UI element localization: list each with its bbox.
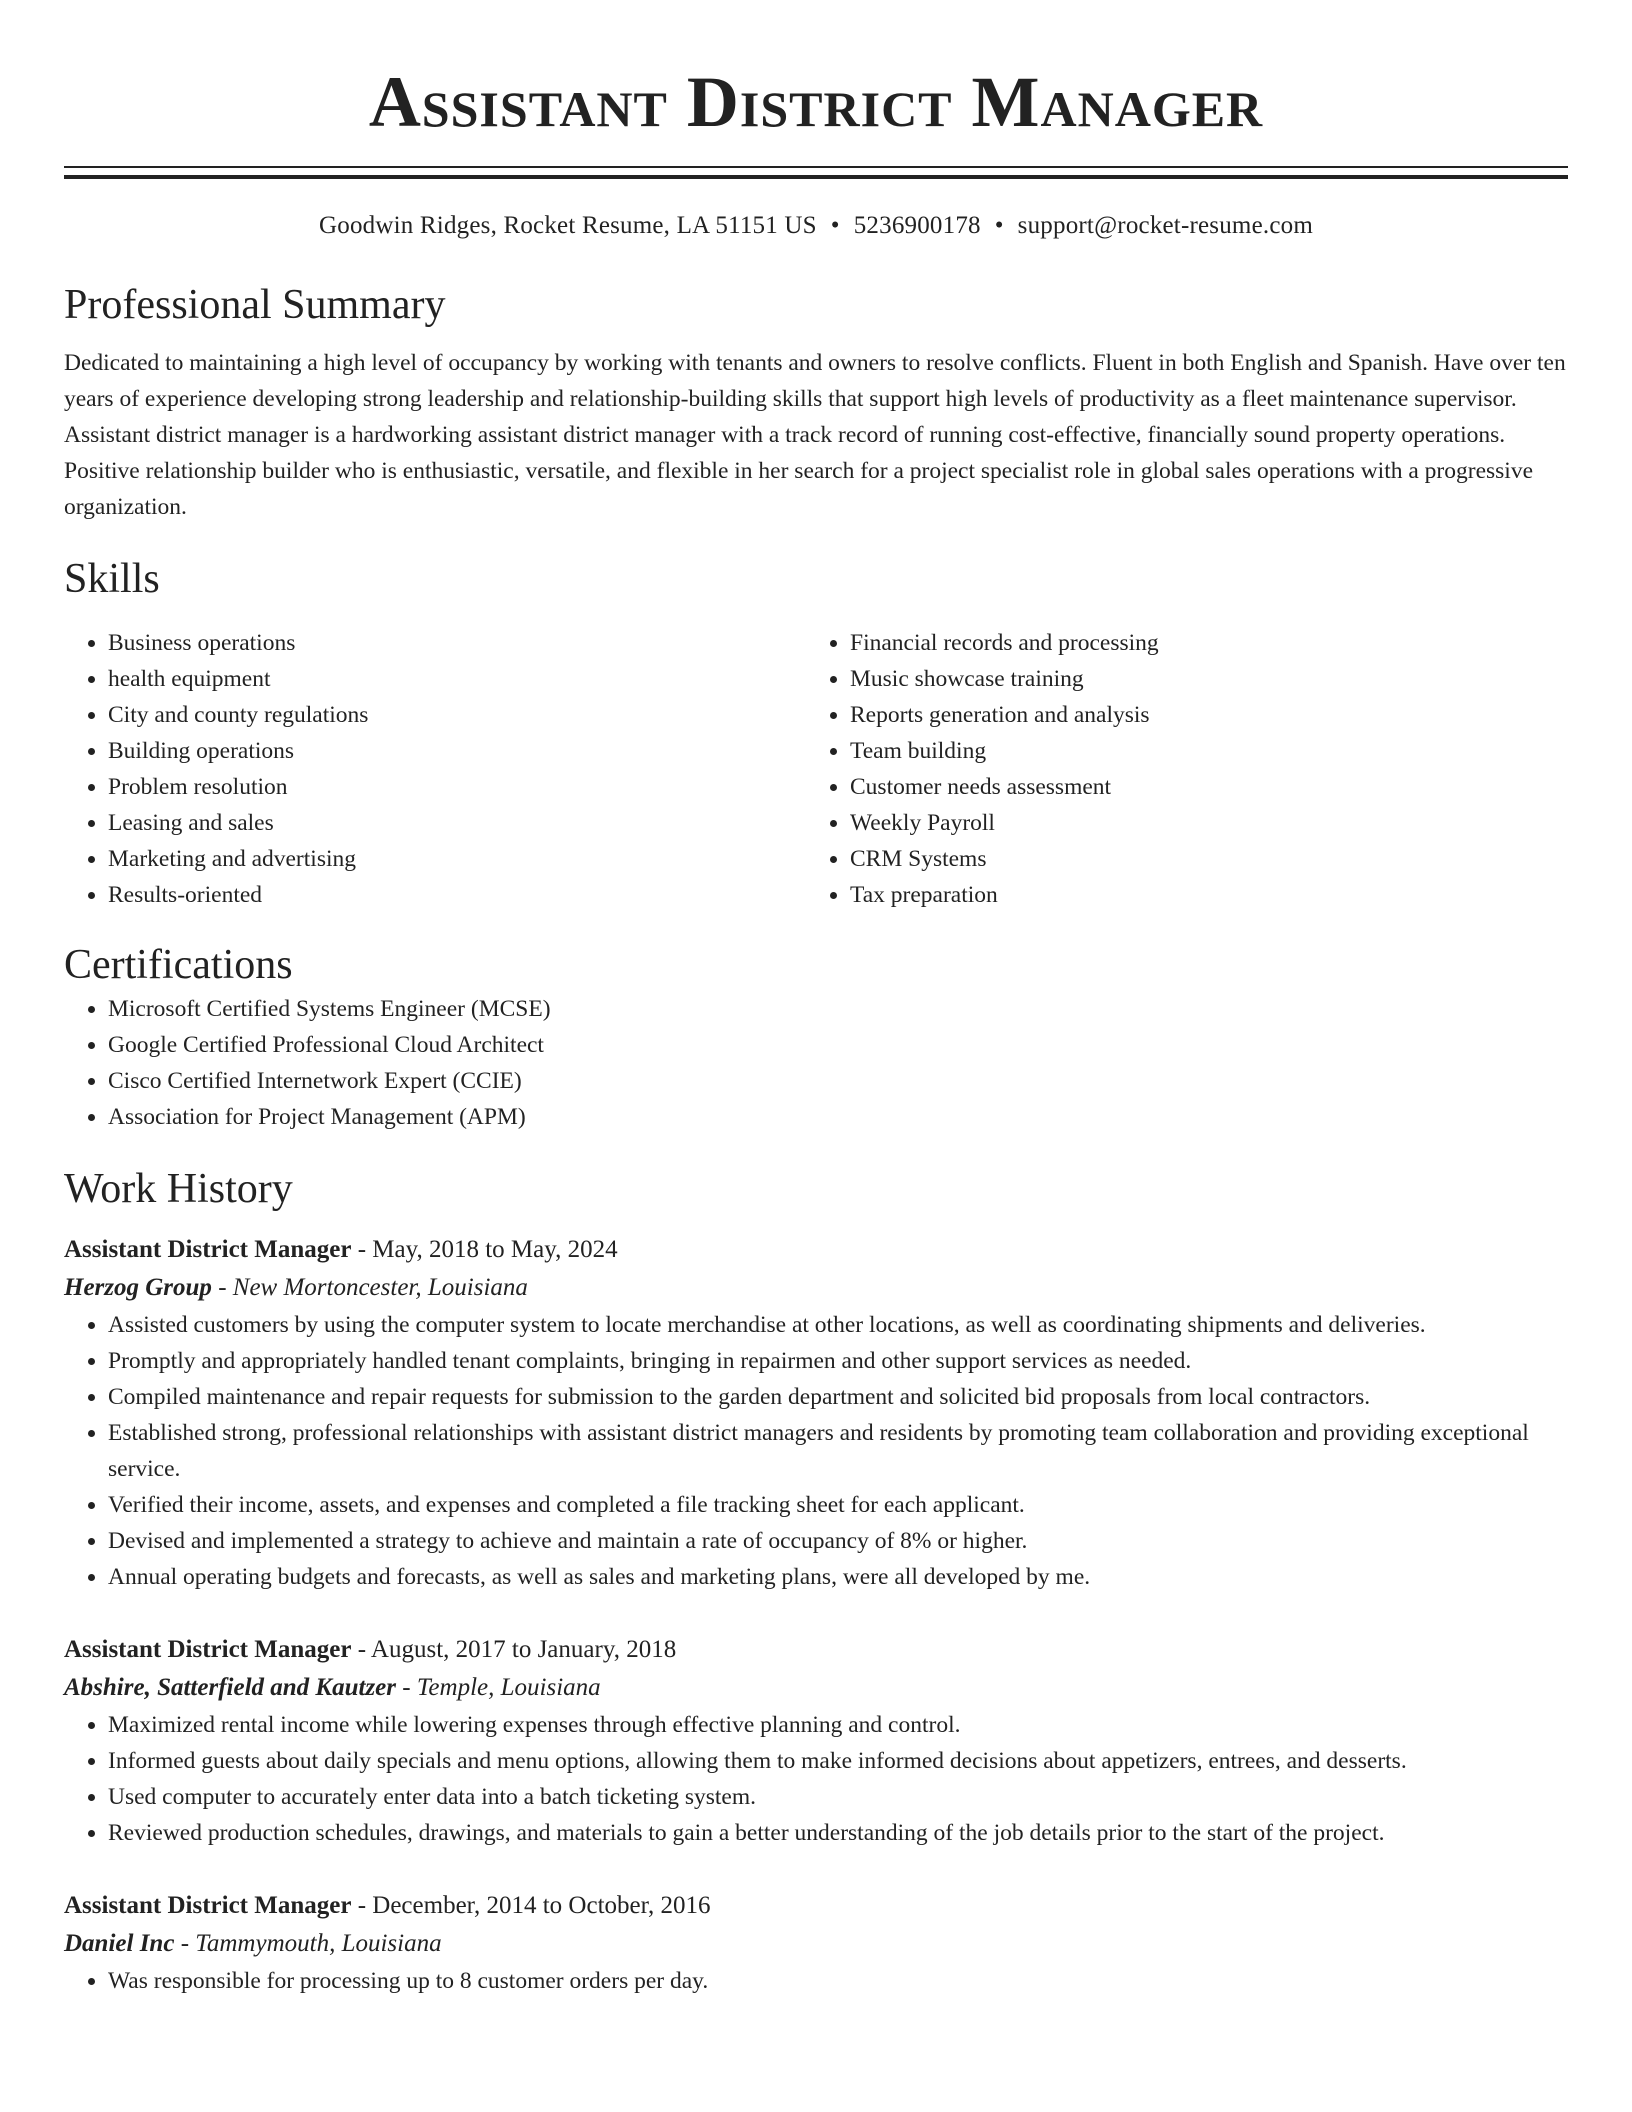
certifications-heading: Certifications	[64, 942, 293, 988]
skills-column-right	[806, 625, 1548, 913]
job-header	[64, 1631, 1568, 1669]
certifications-list	[64, 991, 1568, 1135]
job-location: New Mortoncester, Louisiana	[232, 1274, 528, 1301]
work-history-heading: Work History	[64, 1166, 293, 1212]
job-entry	[64, 1631, 1568, 1851]
job-bullet: • Devised and implemented a strategy to achieve and maintain a rate of occupancy of 8% or higher.	[108, 1523, 1568, 1559]
job-bullets	[64, 1707, 1568, 1851]
skill-item: • Leasing and sales	[108, 805, 806, 841]
contact-phone: 5236900178	[853, 212, 981, 239]
job-dash: -	[351, 1892, 373, 1919]
job-bullet: • Informed guests about daily specials and menu options, allowing them to make informed decisions about appetizers, entrees, and desserts.	[108, 1743, 1568, 1779]
job-role: Assistant District Manager	[64, 1892, 352, 1919]
job-company-line	[64, 1269, 1568, 1307]
job-company-line	[64, 1669, 1568, 1707]
skills-grid	[64, 625, 1568, 913]
skill-item: • Problem resolution	[108, 769, 806, 805]
certification-item: • Google Certified Professional Cloud Architect	[108, 1027, 1568, 1063]
job-dash: -	[396, 1674, 417, 1701]
skill-item: • CRM Systems	[850, 841, 1548, 877]
job-dates: August, 2017 to January, 2018	[370, 1636, 677, 1663]
job-header	[64, 1887, 1568, 1925]
contact-line	[64, 209, 1568, 243]
resume-name-title: Assistant District Manager	[368, 62, 1264, 142]
job-bullets	[64, 1963, 1568, 1999]
job-company: Abshire, Satterfield and Kautzer	[64, 1674, 396, 1701]
contact-separator: •	[994, 212, 1004, 239]
skill-item: • Tax preparation	[850, 877, 1548, 913]
job-bullet: • Promptly and appropriately handled tenant complaints, bringing in repairmen and other support services as needed.	[108, 1343, 1568, 1379]
job-bullet: • Established strong, professional relationships with assistant district managers and residents by promoting team collaboration and providing exceptional service.	[108, 1415, 1568, 1487]
job-location: Tammymouth, Louisiana	[195, 1930, 442, 1957]
skill-item: • Building operations	[108, 733, 806, 769]
job-dash: -	[211, 1274, 233, 1301]
title-divider	[64, 166, 1568, 179]
contact-separator: •	[830, 212, 840, 239]
certification-item: • Microsoft Certified Systems Engineer (MCSE)	[108, 991, 1568, 1027]
certification-item: • Association for Project Management (APM)	[108, 1099, 1568, 1135]
job-bullet: • Annual operating budgets and forecasts, as well as sales and marketing plans, were all developed by me.	[108, 1559, 1568, 1595]
job-company: Herzog Group	[64, 1274, 212, 1301]
job-bullet: • Was responsible for processing up to 8 customer orders per day.	[108, 1963, 1568, 1999]
skills-column-left	[64, 625, 806, 913]
job-dash: -	[351, 1636, 371, 1663]
job-location: Temple, Louisiana	[416, 1674, 601, 1701]
skill-item: • Reports generation and analysis	[850, 697, 1548, 733]
job-header	[64, 1231, 1568, 1269]
job-dates: December, 2014 to October, 2016	[372, 1892, 711, 1919]
contact-email: support@rocket-resume.com	[1017, 212, 1313, 239]
skill-item: • health equipment	[108, 661, 806, 697]
job-bullets	[64, 1307, 1568, 1595]
job-bullet: • Assisted customers by using the computer system to locate merchandise at other locations, as well as coordinating shipments and deliveries.	[108, 1307, 1568, 1343]
summary-text: Dedicated to maintaining a high level of occupancy by working with tenants and owners to resolve conflicts. Fluent in both English and Spanish. Have over ten years of experience developing strong leadership and relationship-building skills that support high levels of productivity as a fleet maintenance supervisor. Assistant district manager is a hardworking assistant district manager with a track record of running cost-effective, financially sound property operations. Positive relationship builder who is enthusiastic, versatile, and flexible in her search for a project specialist role in global sales operations with a progressive organization.	[64, 350, 1566, 520]
skill-item: • Music showcase training	[850, 661, 1548, 697]
skill-item: • Weekly Payroll	[850, 805, 1548, 841]
skills-list-left	[64, 625, 806, 913]
job-dash: -	[174, 1930, 196, 1957]
job-dates: May, 2018 to May, 2024	[372, 1236, 618, 1263]
skill-item: • Business operations	[108, 625, 806, 661]
job-bullet: • Used computer to accurately enter data into a batch ticketing system.	[108, 1779, 1568, 1815]
summary-heading: Professional Summary	[64, 282, 446, 328]
skill-item: • Customer needs assessment	[850, 769, 1548, 805]
job-company-line	[64, 1925, 1568, 1963]
job-entry	[64, 1887, 1568, 1999]
skill-item: • Financial records and processing	[850, 625, 1548, 661]
job-entry	[64, 1231, 1568, 1595]
job-bullet: • Maximized rental income while lowering expenses through effective planning and control.	[108, 1707, 1568, 1743]
job-dash: -	[351, 1236, 373, 1263]
job-bullet: • Verified their income, assets, and expenses and completed a file tracking sheet for each applicant.	[108, 1487, 1568, 1523]
job-bullet: • Reviewed production schedules, drawings, and materials to gain a better understanding of the job details prior to the start of the project.	[108, 1815, 1568, 1851]
skill-item: • City and county regulations	[108, 697, 806, 733]
job-company: Daniel Inc	[64, 1930, 175, 1957]
job-role: Assistant District Manager	[64, 1236, 352, 1263]
skills-heading: Skills	[64, 556, 160, 602]
contact-address: Goodwin Ridges, Rocket Resume, LA 51151 US	[319, 212, 817, 239]
skills-list-right	[806, 625, 1548, 913]
job-bullet: • Compiled maintenance and repair requests for submission to the garden department and solicited bid proposals from local contractors.	[108, 1379, 1568, 1415]
job-role: Assistant District Manager	[64, 1636, 352, 1663]
skill-item: • Results-oriented	[108, 877, 806, 913]
certification-item: • Cisco Certified Internetwork Expert (CCIE)	[108, 1063, 1568, 1099]
skill-item: • Marketing and advertising	[108, 841, 806, 877]
skill-item: • Team building	[850, 733, 1548, 769]
resume-page	[64, 0, 1568, 1999]
